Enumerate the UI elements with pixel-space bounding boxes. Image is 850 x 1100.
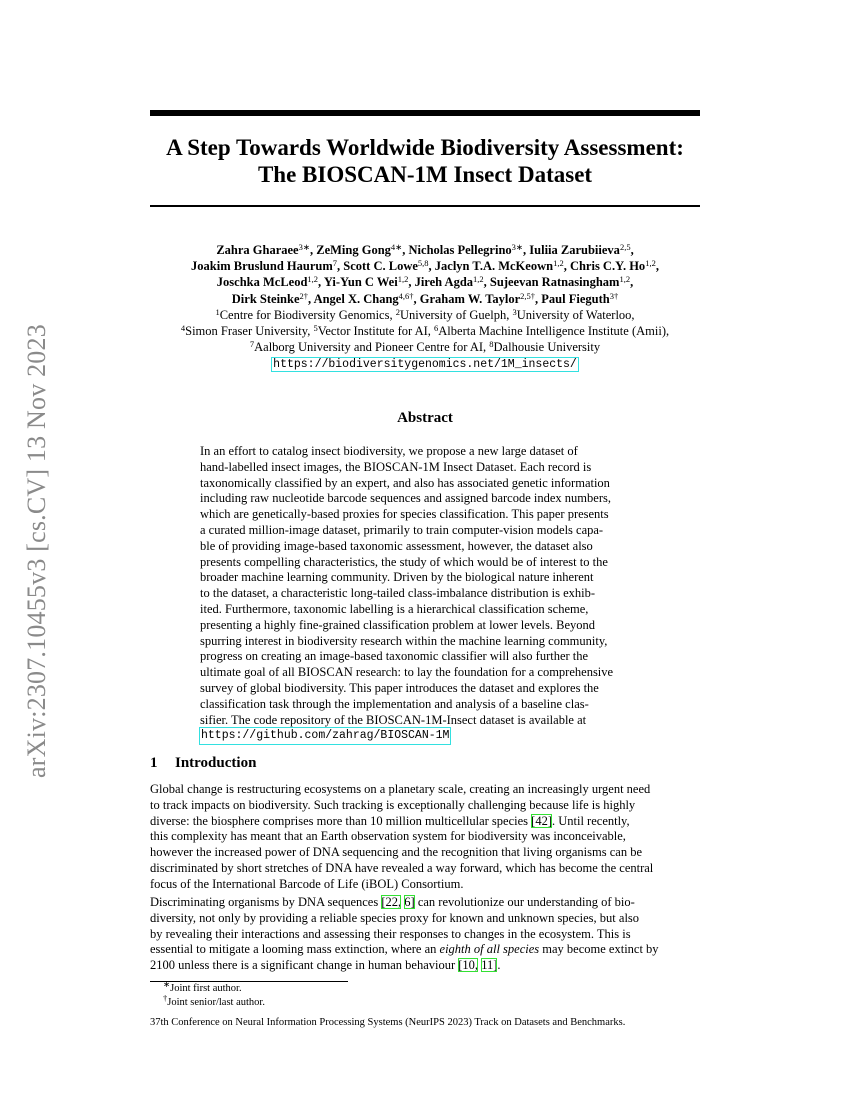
abstract-line: spurring interest in biodiversity research within the machine learning community, xyxy=(200,633,608,648)
abstract-line: including raw nucleotide barcode sequences and assigned barcode index numbers, xyxy=(200,491,611,506)
abstract-line: progress on creating an image-based taxonomic classifier will also further the xyxy=(200,649,589,664)
paragraph-line: Global change is restructuring ecosystems on a planetary scale, creating an increasingly urgent need xyxy=(150,782,651,796)
title-top-rule xyxy=(150,110,700,116)
conference-note: 37th Conference on Neural Information Processing Systems (NeurIPS 2023) Track on Datasets and Benchmarks. xyxy=(150,1017,626,1028)
affiliation-row: $^1$Centre for Biodiversity Genomics, $^2$University of Guelph, $^3$University of Waterloo, xyxy=(215,306,635,322)
abstract-line: hand-labelled insect images, the BIOSCAN-1M Insect Dataset. Each record is xyxy=(200,459,592,474)
citation-link[interactable]: 6] xyxy=(404,895,415,909)
author-row: Joakim Bruslund Haurum$^7$, Scott C. Lowe$^{5,8}$, Jaclyn T.A. McKeown$^{1,2}$, Chris C.Y. Ho$^{1,2}$, xyxy=(191,258,659,274)
paragraph-line: discriminated by short stretches of DNA have revealed a way forward, which has become the central xyxy=(150,860,654,875)
footnote-rule xyxy=(150,981,348,982)
paragraph-line: to track impacts on biodiversity. Such tracking is exceptionally challenging because life is highly xyxy=(150,797,636,812)
abstract-line: a curated million-image dataset, primarily to train computer-vision models capa- xyxy=(200,522,604,537)
affiliation-row: $^7$Aalborg University and Pioneer Centre for AI, $^8$Dalhousie University xyxy=(249,339,601,355)
project-url-link[interactable]: https://biodiversitygenomics.net/1M_insects/ xyxy=(273,358,577,372)
author-block xyxy=(150,242,700,374)
section-heading-introduction: 1 Introduction xyxy=(150,755,257,771)
abstract-line: survey of global biodiversity. This paper introduces the dataset and explores the xyxy=(200,680,599,695)
abstract-line: ultimate goal of all BIOSCAN research: to lay the foundation for a comprehensive xyxy=(200,665,614,680)
code-url-link[interactable]: https://github.com/zahrag/BIOSCAN-1M xyxy=(201,729,450,743)
paragraph-line: 2100 unless there is a significant change in human behaviour [10, 11]. xyxy=(150,958,501,973)
abstract-line: broader machine learning community. Driven by the biological nature inherent xyxy=(200,570,594,585)
abstract-line: classification task through the implementation and analysis of a baseline clas- xyxy=(200,696,589,711)
citation-link[interactable]: [10, xyxy=(458,958,479,973)
title-bottom-rule xyxy=(150,205,700,207)
abstract-heading: Abstract xyxy=(397,410,453,426)
affiliation-row: $^4$Simon Fraser University, $^5$Vector Institute for AI, $^6$Alberta Machine Intelligence Institute (Amii), xyxy=(180,323,670,339)
abstract-line: sifier. The code repository of the BIOSCAN-1M-Insect dataset is available at xyxy=(200,712,587,727)
citation-link[interactable]: [22, xyxy=(381,895,402,909)
intro-paragraph-1 xyxy=(150,782,700,893)
abstract-line: ble of providing image-based taxonomic assessment, however, the dataset also xyxy=(200,538,593,553)
paragraph-line: however the increased power of DNA sequencing and the recognition that living organisms can be xyxy=(150,845,642,860)
footnote-joint-first: ∗Joint first author. xyxy=(163,979,242,994)
arxiv-stamp: arXiv:2307.10455v3 [cs.CV] 13 Nov 2023 xyxy=(22,324,51,778)
author-row: Zahra Gharaee$^{3∗}$, ZeMing Gong$^{4∗}$, Nicholas Pellegrino$^{3∗}$, Iuliia Zarubiieva$^{2,5}$, xyxy=(216,242,634,257)
abstract-body xyxy=(200,444,650,744)
footnote-joint-senior: †Joint senior/last author. xyxy=(163,993,265,1008)
author-row: Joschka McLeod$^{1,2}$, Yi-Yun C Wei$^{1,2}$, Jireh Agda$^{1,2}$, Sujeevan Ratnasingham$^{1,2}$, xyxy=(216,274,634,290)
paper-title xyxy=(150,134,700,188)
paragraph-line: focus of the International Barcode of Life (iBOL) Consortium. xyxy=(150,876,464,891)
project-url-row xyxy=(150,355,700,373)
citation-link[interactable]: [42] xyxy=(531,813,552,828)
abstract-line: to the dataset, a characteristic long-tailed class-imbalance distribution is exhib- xyxy=(200,586,596,601)
paragraph-line: Discriminating organisms by DNA sequences [22, 6] can revolutionize our understanding of bio- xyxy=(150,895,635,909)
author-row: Dirk Steinke$^{2\dagger}$, Angel X. Chang$^{4,6\dagger}$, Graham W. Taylor$^{2,5\dagger}$, Paul Fieguth$^{3\dagger}$ xyxy=(231,290,619,306)
paragraph-line: by revealing their interactions and assessing their responses to changes in the ecosystem. This is xyxy=(150,926,631,941)
paragraph-line: diverse: the biosphere comprises more than 10 million multicellular species [42]. Until recently, xyxy=(150,813,630,828)
abstract-line: taxonomically classified by an expert, and also has associated genetic information xyxy=(200,475,610,490)
intro-paragraph-2 xyxy=(150,895,700,974)
abstract-line: In an effort to catalog insect biodiversity, we propose a new large dataset of xyxy=(200,444,578,458)
abstract-line xyxy=(200,728,650,744)
paragraph-line: diversity, not only by providing a reliable species proxy for known and unknown species, but also xyxy=(150,910,640,925)
citation-link[interactable]: 11] xyxy=(481,958,498,973)
paragraph-line: essential to mitigate a looming mass extinction, where an eighth of all species may become extinct by xyxy=(150,942,659,957)
title-line-2: The BIOSCAN-1M Insect Dataset xyxy=(257,162,593,187)
paragraph-line: this complexity has meant that an Earth observation system for biodiversity was inconceivable, xyxy=(150,829,626,844)
abstract-line: ited. Furthermore, taxonomic labelling is a hierarchical classification scheme, xyxy=(200,601,589,616)
abstract-line: which are genetically-based proxies for species classification. This paper presents xyxy=(200,507,609,522)
abstract-line: presents compelling characteristics, the study of which would be of interest to the xyxy=(200,554,608,569)
abstract-line: presenting a highly fine-grained classification problem at lower levels. Beyond xyxy=(200,617,596,632)
title-line-1: A Step Towards Worldwide Biodiversity Assessment: xyxy=(166,135,684,160)
